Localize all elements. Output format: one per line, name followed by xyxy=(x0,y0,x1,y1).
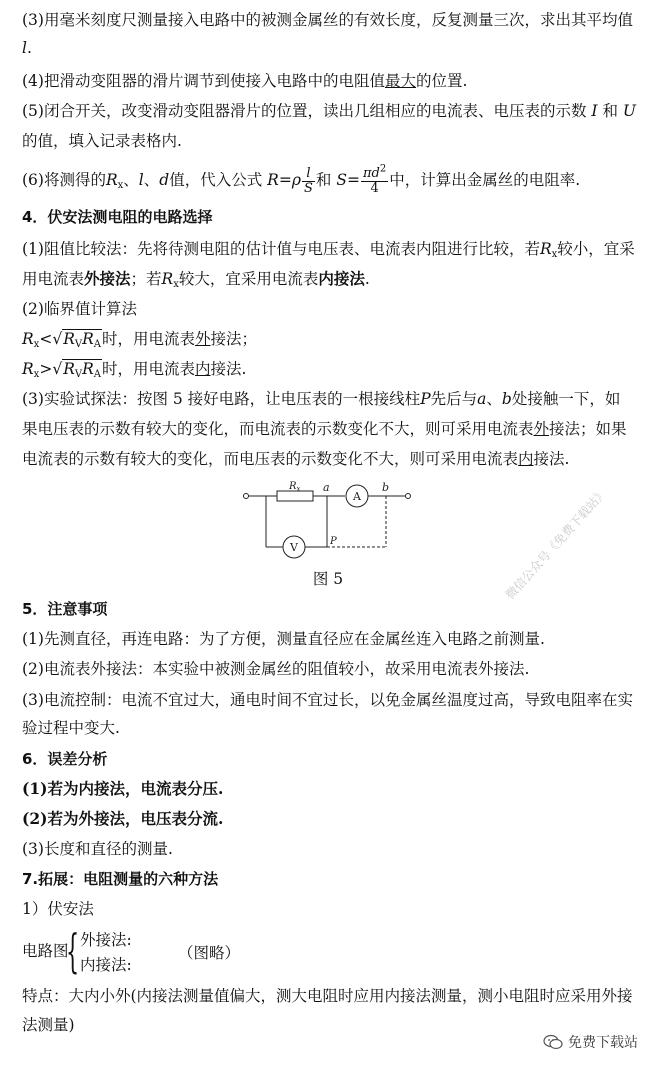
text: 最大 xyxy=(384,72,416,90)
text-line xyxy=(22,9,638,31)
text: l xyxy=(22,39,27,57)
text-line xyxy=(22,238,638,260)
text: x xyxy=(117,180,124,191)
text: V xyxy=(74,369,83,380)
text: 接法； xyxy=(210,330,258,348)
text: 、 xyxy=(123,171,139,189)
text: l xyxy=(302,167,315,182)
text: πd xyxy=(362,165,380,181)
text: 和 xyxy=(315,171,332,189)
text: R xyxy=(105,171,118,189)
text-line xyxy=(22,100,638,122)
section-title: 6．误差分析 xyxy=(22,750,108,768)
text: 较小，宜采 xyxy=(557,240,635,258)
fraction xyxy=(302,167,315,196)
text: 、 xyxy=(486,390,502,408)
text-line xyxy=(22,130,638,152)
text: 内 xyxy=(518,450,534,468)
text-line: (3)长度和直径的测量. xyxy=(22,840,173,858)
text: a xyxy=(477,390,487,408)
text-line: 特点：大内小外(内接法测量值偏大，测大电阻时应用内接法测量，测小电阻时应采用外接 xyxy=(22,987,633,1005)
text: (6)将测得的 xyxy=(22,171,106,189)
text: I xyxy=(591,102,598,120)
text: R xyxy=(82,330,94,348)
ammeter-label: A xyxy=(353,490,361,503)
text: x xyxy=(173,279,179,290)
text-line: (2)临界值计算法 xyxy=(22,300,137,318)
figure-omitted: （图略） xyxy=(178,944,241,962)
text: 值，代入公式 xyxy=(169,171,263,189)
brand-name: 免费下载站 xyxy=(568,1035,638,1051)
footer-brand xyxy=(543,1032,638,1052)
text: 电流表的示数有较大的变化，而电压表的示数变化不大，则可采用电流表 xyxy=(22,450,519,468)
text-line xyxy=(22,70,638,92)
section-title: 5．注意事项 xyxy=(22,600,108,618)
text: 较大，宜采用电流表 xyxy=(178,270,319,288)
text: 先后与 xyxy=(430,390,478,408)
brace: { xyxy=(66,924,80,978)
text: R xyxy=(161,270,174,288)
subsection-title: 1）伏安法 xyxy=(22,900,94,918)
text-line: (2)电流表外接法：本实验中被测金属丝的阻值较小，故采用电流表外接法. xyxy=(22,660,530,678)
watermark: 微信公众号《免费下载站》 xyxy=(502,485,610,603)
text: x xyxy=(33,339,40,350)
text: R xyxy=(22,330,34,348)
text-line: (1)若为内接法，电流表分压. xyxy=(22,779,224,798)
text-line xyxy=(22,37,638,59)
text: (1)阻值比较法：先将待测电阻的估计值与电压表、电流表内阻进行比较，若 xyxy=(22,240,540,258)
text: R xyxy=(267,171,279,189)
text: 内接法 xyxy=(318,269,365,288)
text: 处接触一下，如 xyxy=(511,390,621,408)
text: R xyxy=(63,360,75,378)
text: 4 xyxy=(370,180,379,196)
text: (4)把滑动变阻器的滑片调节到使接入电路中的电阻值 xyxy=(22,72,385,90)
sqrt: $√R_VR_A$ xyxy=(52,330,102,350)
text: 2 xyxy=(379,163,387,175)
text: 用电流表 xyxy=(22,270,85,288)
text: x xyxy=(551,249,558,260)
text: ρ xyxy=(291,171,301,189)
terminal-right xyxy=(406,494,411,499)
text: x xyxy=(33,369,40,380)
text-line xyxy=(22,268,638,290)
text: R xyxy=(82,360,94,378)
text: A xyxy=(93,339,102,350)
text: 外 xyxy=(533,420,550,438)
text: . xyxy=(26,39,32,57)
inner-method: 内接法: xyxy=(80,956,132,974)
text: 内 xyxy=(195,360,211,378)
node-a-label: a xyxy=(323,481,330,494)
text: 果电压表的示数有较大的变化，而电流表的示数变化不大，则可采用电流表 xyxy=(22,420,534,438)
text: = xyxy=(278,171,292,189)
text: 中，计算出金属丝的电阻率. xyxy=(389,171,581,189)
text: (3)用毫米刻度尺测量接入电路中的被测金属丝的有效长度，反复测量三次，求出其平均值 xyxy=(22,11,633,29)
text: V xyxy=(74,339,83,350)
text-line: 法测量) xyxy=(22,1016,75,1034)
text-line: (2)若为外接法，电压表分流. xyxy=(22,809,224,828)
text: . xyxy=(364,270,370,288)
text: = xyxy=(346,171,360,189)
sqrt: $√R_VR_A$ xyxy=(52,360,102,380)
text-line xyxy=(22,448,638,470)
text: < xyxy=(39,330,53,348)
text: S xyxy=(303,180,313,196)
section-title: 7.拓展：电阻测量的六种方法 xyxy=(22,870,219,888)
text: ；若 xyxy=(130,270,162,288)
text: 外接法 xyxy=(84,269,131,288)
text: 接法. xyxy=(533,450,570,468)
text: R xyxy=(63,330,75,348)
text: 外 xyxy=(195,330,211,348)
text: l xyxy=(138,171,144,189)
text-line: 验过程中变大. xyxy=(22,719,120,737)
text: 时，用电流表 xyxy=(102,360,196,378)
text: b xyxy=(501,390,512,408)
text: P xyxy=(420,390,431,408)
rx-label: $R_x$ xyxy=(289,481,301,493)
text-line: (3)电流控制：电流不宜过大，通电时间不宜过长，以免金属丝温度过高，导致电阻率在实 xyxy=(22,691,633,709)
text-line xyxy=(22,358,638,380)
wechat-icon xyxy=(543,1034,563,1050)
text: S xyxy=(336,171,347,189)
circuit-figure xyxy=(0,480,656,570)
resistor-rx xyxy=(277,491,313,501)
section-title: 4．伏安法测电阻的电路选择 xyxy=(22,208,213,226)
text-line xyxy=(22,328,638,350)
circuit-label: 电路图 xyxy=(22,942,69,960)
text: 的位置. xyxy=(415,72,468,90)
text: R xyxy=(22,360,34,378)
formula-line xyxy=(22,162,638,198)
text: U xyxy=(622,102,636,120)
node-b-label: b xyxy=(382,481,390,494)
text: (5)闭合开关，改变滑动变阻器滑片的位置，读出几组相应的电流表、电压表的示数 xyxy=(22,102,587,120)
terminal-left xyxy=(244,494,249,499)
text: 和 xyxy=(602,102,618,120)
figure-caption: 图 5 xyxy=(312,570,344,588)
outer-method: 外接法: xyxy=(80,931,132,949)
p-label: P xyxy=(330,536,337,547)
text-line xyxy=(22,388,638,410)
text: 接法；如果 xyxy=(549,420,627,438)
text: 的值，填入记录表格内. xyxy=(22,132,182,150)
text-line: (1)先测直径，再连电路：为了方便，测量直径应在金属丝连入电路之前测量. xyxy=(22,630,545,648)
text: (3)实验试探法：按图 5 接好电路，让电压表的一根接线柱 xyxy=(22,390,421,408)
text: A xyxy=(93,369,102,380)
text: > xyxy=(39,360,53,378)
text: 、 xyxy=(143,171,160,189)
text: d xyxy=(159,171,170,189)
text: 时，用电流表 xyxy=(102,330,196,348)
fraction xyxy=(361,163,388,196)
text-line xyxy=(22,418,638,440)
text: R xyxy=(539,240,552,258)
voltmeter-label: V xyxy=(290,541,298,554)
text: 接法. xyxy=(210,360,247,378)
